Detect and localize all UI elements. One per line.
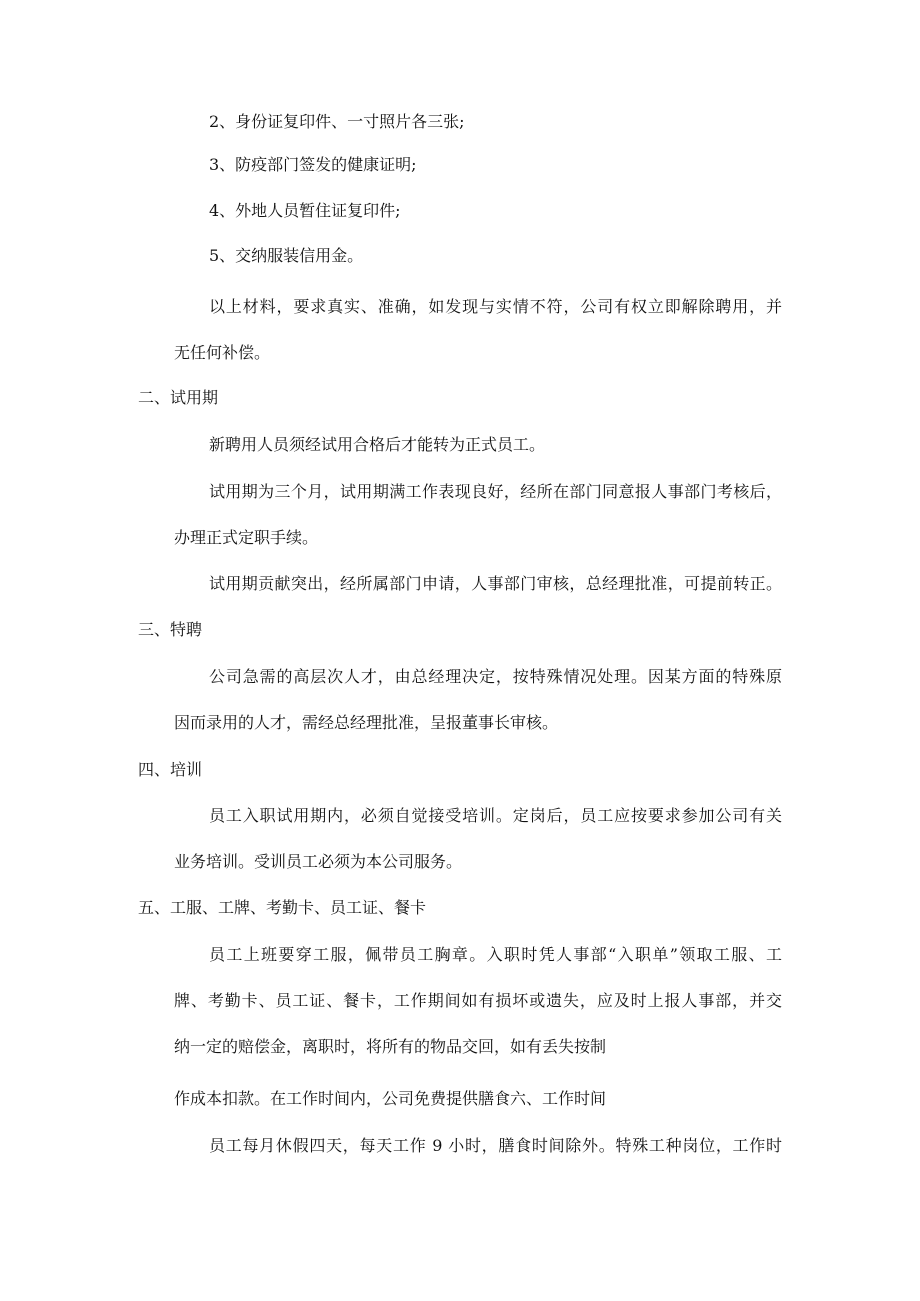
paragraph-line: 因而录用的人才，需经总经理批准，呈报董事长审核。: [174, 713, 559, 732]
paragraph-line: 业务培训。受训员工必须为本公司服务。: [174, 852, 463, 871]
paragraph-line: 办理正式定职手续。: [174, 528, 319, 547]
list-item: 3、防疫部门签发的健康证明;: [209, 155, 417, 174]
paragraph-line: 试用期贡献突出，经所属部门申请，人事部门审核，总经理批准，可提前转正。: [209, 574, 782, 593]
section-heading: 五、工服、工牌、考勤卡、员工证、餐卡: [138, 898, 427, 917]
paragraph-line: 员工每月休假四天，每天工作 9 小时，膳食时间除外。特殊工种岗位，工作时: [209, 1136, 782, 1155]
paragraph-line: 以上材料，要求真实、准确，如发现与实情不符，公司有权立即解除聘用，并: [209, 297, 782, 316]
paragraph-line: 无任何补偿。: [174, 343, 271, 362]
paragraph-line: 作成本扣款。在工作时间内，公司免费提供膳食六、工作时间: [174, 1089, 607, 1108]
paragraph-line: 纳一定的赔偿金，离职时，将所有的物品交回，如有丢失按制: [174, 1037, 607, 1056]
section-heading: 二、试用期: [138, 388, 219, 407]
paragraph-line: 员工上班要穿工服，佩带员工胸章。入职时凭人事部“入职单”领取工服、工: [209, 945, 782, 964]
paragraph-line: 员工入职试用期内，必须自觉接受培训。定岗后，员工应按要求参加公司有关: [209, 806, 782, 825]
paragraph-line: 公司急需的高层次人才，由总经理决定，按特殊情况处理。因某方面的特殊原: [209, 667, 782, 686]
list-item: 4、外地人员暂住证复印件;: [209, 201, 401, 220]
list-item: 2、身份证复印件、一寸照片各三张;: [209, 112, 465, 131]
section-heading: 三、特聘: [138, 620, 203, 639]
section-heading: 四、培训: [138, 760, 203, 779]
paragraph-line: 试用期为三个月，试用期满工作表现良好，经所在部门同意报人事部门考核后，: [209, 482, 782, 501]
list-item: 5、交纳服装信用金。: [209, 246, 364, 265]
paragraph-line: 牌、考勤卡、员工证、餐卡，工作期间如有损坏或遗失，应及时上报人事部，并交: [174, 991, 782, 1010]
paragraph-line: 新聘用人员须经试用合格后才能转为正式员工。: [209, 435, 546, 454]
